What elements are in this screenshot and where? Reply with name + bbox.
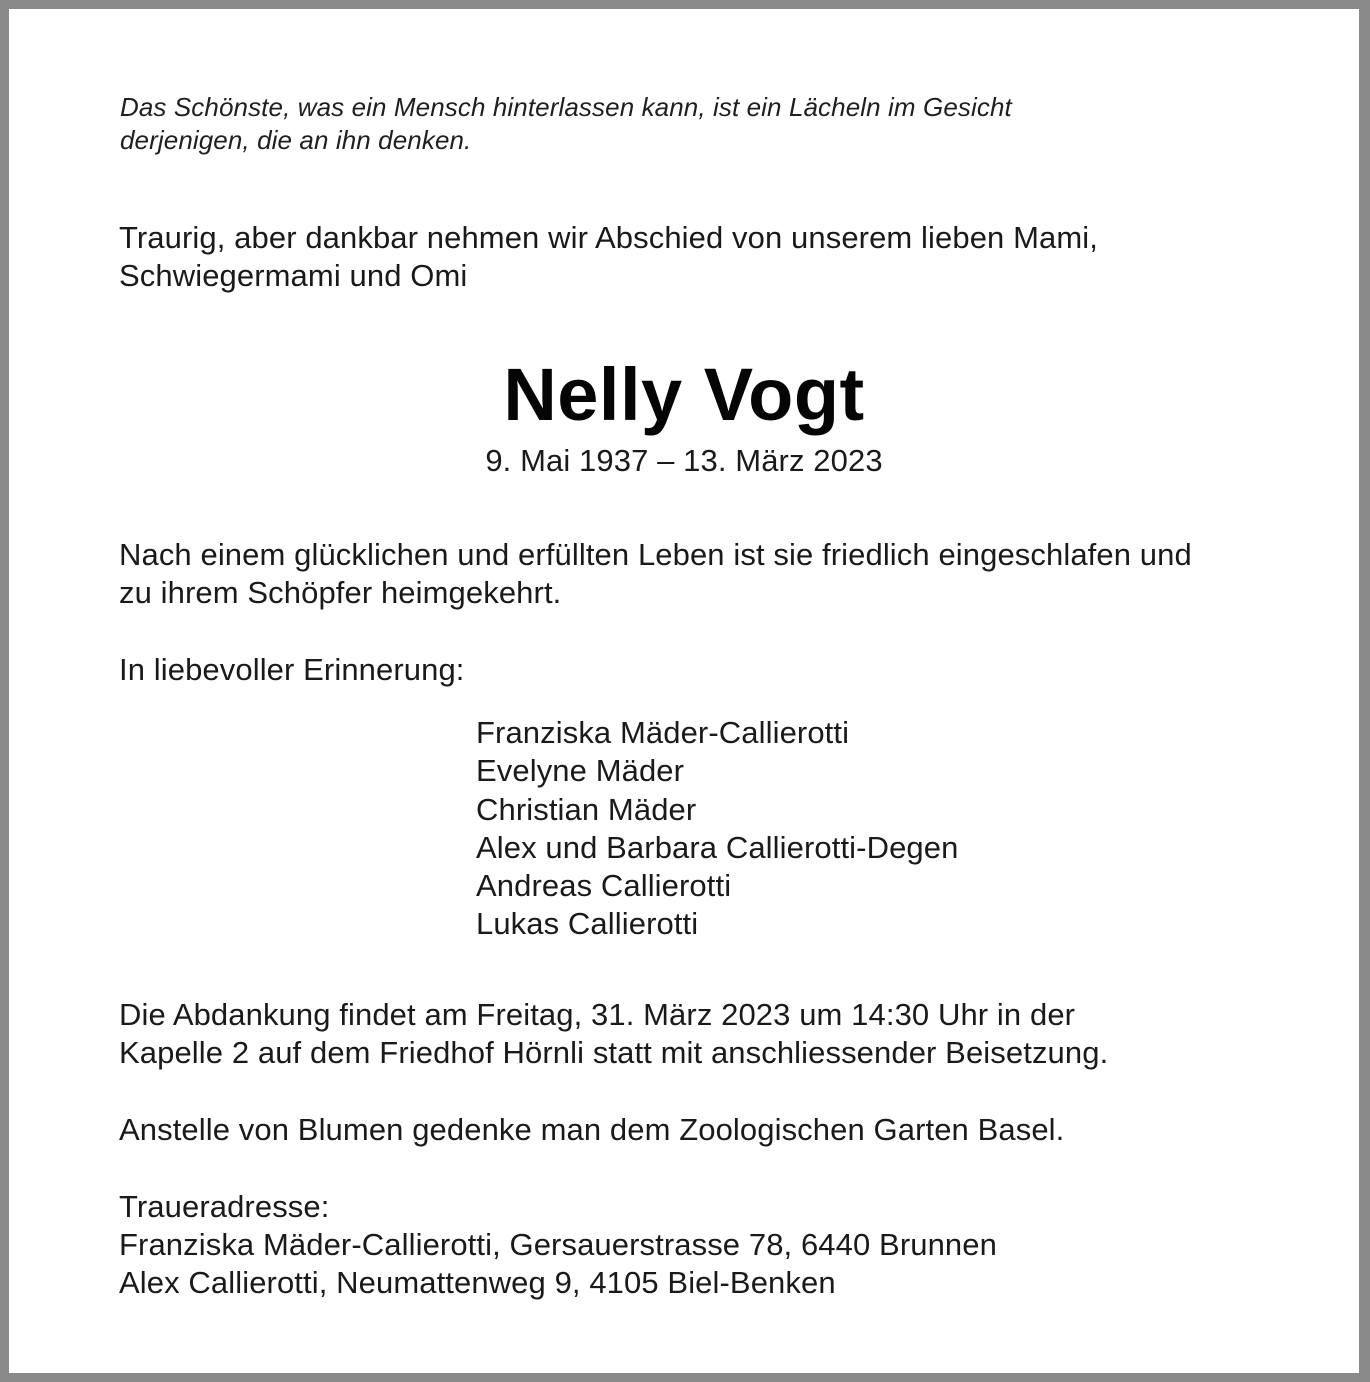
donation-note: Anstelle von Blumen gedenke man dem Zoologischen Garten Basel. xyxy=(119,1112,1065,1147)
service-line-2: Kapelle 2 auf dem Friedhof Hörnli statt mit anschliessender Beisetzung. xyxy=(119,1035,1109,1070)
funeral-service-info xyxy=(119,996,1108,1072)
obituary-page xyxy=(9,9,1359,1373)
mourning-address xyxy=(119,1188,997,1302)
mourner-name: Evelyne Mäder xyxy=(476,753,685,789)
address-line-1: Franziska Mäder-Callierotti, Gersauerstrasse 78, 6440 Brunnen xyxy=(119,1227,997,1262)
mourner-name: Lukas Callierotti xyxy=(476,906,699,942)
memory-label: In liebevoller Erinnerung: xyxy=(119,652,465,687)
life-line-1: Nach einem glücklichen und erfüllten Leben ist sie friedlich eingeschlafen und xyxy=(119,537,1192,572)
service-line-1: Die Abdankung findet am Freitag, 31. März 2023 um 14:30 Uhr in der xyxy=(119,997,1076,1032)
intro-line-1: Traurig, aber dankbar nehmen wir Abschied von unserem lieben Mami, xyxy=(119,220,1098,255)
life-dates: 9. Mai 1937 – 13. März 2023 xyxy=(485,443,883,478)
life-line-2: zu ihrem Schöpfer heimgekehrt. xyxy=(119,575,562,610)
life-statement xyxy=(119,536,1192,612)
intro-line-2: Schwiegermami und Omi xyxy=(119,258,468,293)
deceased-name: Nelly Vogt xyxy=(503,353,865,436)
address-label: Traueradresse: xyxy=(119,1189,330,1224)
mourner-name: Alex und Barbara Callierotti-Degen xyxy=(476,829,959,865)
farewell-intro xyxy=(119,219,1098,295)
quote-line-1: Das Schönste, was ein Mensch hinterlassen kann, ist ein Lächeln im Gesicht xyxy=(120,92,1012,122)
mourner-name: Franziska Mäder-Callierotti xyxy=(476,715,850,750)
memorial-quote xyxy=(120,91,1012,157)
quote-line-2: derjenigen, die an ihn denken. xyxy=(120,125,472,155)
mourner-name: Christian Mäder xyxy=(476,791,697,827)
address-line-2: Alex Callierotti, Neumattenweg 9, 4105 Biel-Benken xyxy=(119,1265,836,1300)
mourner-name: Andreas Callierotti xyxy=(476,868,732,904)
mourners-list xyxy=(476,714,958,944)
